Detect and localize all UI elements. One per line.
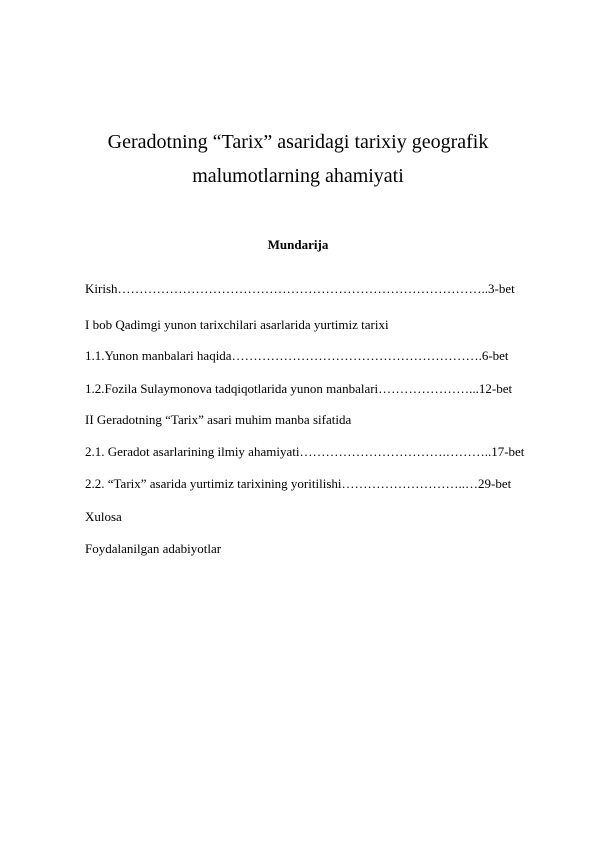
toc-entry-leader: ………………………………………………………………………….. xyxy=(117,281,488,296)
toc-entry-page: 17-bet xyxy=(491,444,525,459)
toc-entry-text: 1.2.Fozila Sulaymonova tadqiqotlarida yunon manbalari xyxy=(85,381,379,396)
toc-entry-text: II Geradotning “Tarix” asari muhim manba sifatida xyxy=(85,412,352,427)
document-title-line2: malumotlarning ahamiyati xyxy=(192,165,404,187)
toc-entry-text: 2.2. “Tarix” asarida yurtimiz tarixining yoritilishi xyxy=(85,476,342,491)
toc-heading: Mundarija xyxy=(267,237,329,252)
toc-entry-chapter-2 xyxy=(85,412,545,428)
document-title-line1: Geradotning “Tarix” asaridagi tarixiy geografik xyxy=(107,131,489,153)
toc-entry-text: Foydalanilgan adabiyotlar xyxy=(85,541,222,556)
toc-entry-page: 6-bet xyxy=(481,348,509,363)
toc-entry-text: 2.1. Geradot asarlarining ilmiy ahamiyati xyxy=(85,444,300,459)
toc-entry-kirish xyxy=(85,281,545,297)
toc-entry-leader: …………………………………………………. xyxy=(231,348,482,363)
toc-entry-text: 1.1.Yunon manbalari haqida xyxy=(85,348,232,363)
toc-entry-chapter-1 xyxy=(85,317,545,333)
toc-entry-page: 12-bet xyxy=(478,381,513,396)
toc-entry-text: Kirish xyxy=(85,281,118,296)
toc-entry-leader: ………………………..… xyxy=(341,476,478,491)
toc-entry-2-1 xyxy=(85,444,545,460)
toc-entry-xulosa xyxy=(85,509,545,525)
toc-entry-1-2 xyxy=(85,381,545,397)
toc-entry-2-2 xyxy=(85,476,545,492)
toc-entry-leader: …………………………….……….. xyxy=(299,444,492,459)
toc-entry-page: 29-bet xyxy=(478,476,512,491)
toc-entry-1-1 xyxy=(85,348,545,364)
toc-entry-adabiyotlar xyxy=(85,541,545,557)
toc-entry-leader: …………………... xyxy=(378,381,479,396)
toc-entry-page: 3-bet xyxy=(488,281,515,296)
toc-entry-text: Xulosa xyxy=(85,509,122,524)
toc-entry-text: I bob Qadimgi yunon tarixchilari asarlarida yurtimiz tarixi xyxy=(85,317,389,332)
